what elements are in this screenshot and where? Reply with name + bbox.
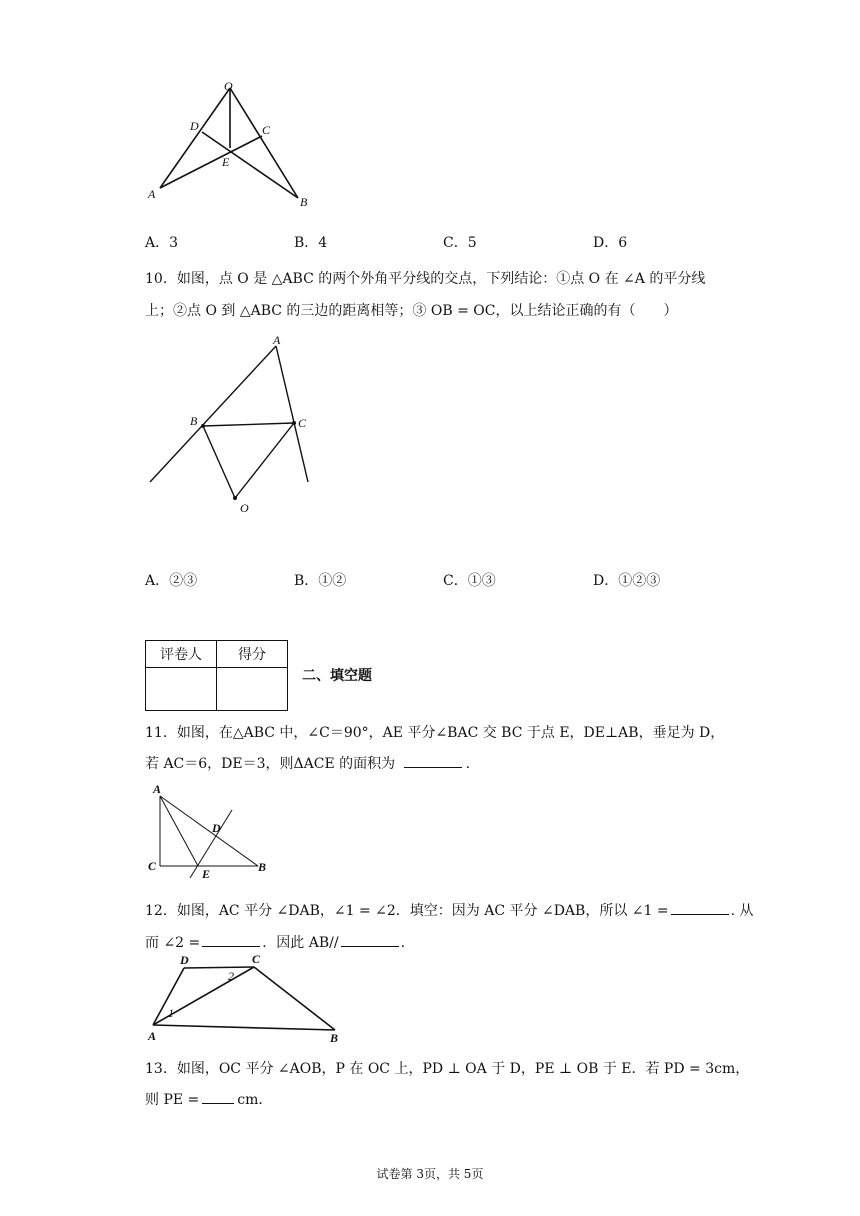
q11-label-e: E xyxy=(202,867,211,881)
q13-line2 xyxy=(145,1089,272,1109)
score-table xyxy=(145,640,288,711)
q12-label-d: D xyxy=(180,953,189,967)
q10-option-a xyxy=(145,570,197,590)
q9-option-a-value: 3 xyxy=(169,235,179,251)
q9-option-d-value: 6 xyxy=(618,235,628,251)
q10-option-a-letter: A． xyxy=(145,573,170,589)
q9-label-o: O xyxy=(224,79,233,93)
q9-label-e: E xyxy=(222,155,230,169)
q10-option-b-value: ①② xyxy=(318,573,347,589)
q9-label-b: B xyxy=(300,195,308,209)
q10-option-c-letter: C． xyxy=(443,573,468,589)
q11-line2 xyxy=(145,753,470,773)
score-table-header-grader: 评卷人 xyxy=(146,641,217,668)
q10-line1: 10．如图，点 O 是 △ABC 的两个外角平分线的交点，下列结论：①点 O 在 ∠A 的平分线 xyxy=(145,271,706,287)
q11-line2-text: 若 AC＝6，DE＝3，则ΔACE 的面积为 xyxy=(145,756,396,772)
q10-figure xyxy=(140,330,340,520)
q9-label-c: C xyxy=(262,123,271,137)
q10-option-b xyxy=(294,570,346,590)
q11-label-b: B xyxy=(258,860,267,874)
q12-line1-text: 12．如图，AC 平分 ∠DAB，∠1 = ∠2．填空：因为 AC 平分 ∠DAB，所以 ∠1 = xyxy=(145,903,669,919)
q10-line2: 上；②点 O 到 △ABC 的三边的距离相等；③ OB = OC，以上结论正确的有（ ） xyxy=(145,303,678,319)
q10-option-a-value: ②③ xyxy=(169,573,198,589)
q9-option-c xyxy=(443,232,477,252)
q13-answer-blank xyxy=(202,1089,234,1104)
q9-option-b-value: 4 xyxy=(318,235,328,251)
q13-line1: 13．如图，OC 平分 ∠AOB，P 在 OC 上，PD ⊥ OA 于 D，PE ⊥ OB 于 E．若 PD = 3cm， xyxy=(145,1061,750,1077)
q12-label-c: C xyxy=(252,952,261,966)
score-table-header-score: 得分 xyxy=(217,641,288,668)
q10-label-a: A xyxy=(273,333,281,347)
q10-option-c-value: ①③ xyxy=(467,573,496,589)
q9-label-d: D xyxy=(190,119,199,133)
q9-label-a: A xyxy=(148,187,156,201)
q11-answer-blank xyxy=(404,753,462,768)
q9-option-a-letter: A． xyxy=(145,235,170,251)
q10-option-d-letter: D． xyxy=(593,573,619,589)
q12-line2-end: . xyxy=(400,935,406,951)
q9-option-b xyxy=(294,232,327,252)
q9-option-c-letter: C． xyxy=(443,235,468,251)
q11-line2-end: . xyxy=(465,756,471,772)
q11-label-c: C xyxy=(148,859,157,873)
q10-option-b-letter: B． xyxy=(294,573,319,589)
q12-blank-3 xyxy=(341,932,399,947)
q12-line2 xyxy=(145,932,405,952)
q12-label-angle-1: 1 xyxy=(168,1006,174,1020)
q12-line1-end: . 从 xyxy=(730,903,754,919)
q10-label-c: C xyxy=(298,416,307,430)
q12-label-a: A xyxy=(148,1029,157,1043)
q11-figure xyxy=(140,782,280,882)
q12-label-b: B xyxy=(330,1031,339,1045)
q12-line1 xyxy=(145,900,754,920)
q9-figure xyxy=(140,78,330,218)
q11-label-d: D xyxy=(212,821,221,835)
q13-line2-text: 则 PE = xyxy=(145,1092,200,1108)
q9-option-c-value: 5 xyxy=(467,235,477,251)
q9-option-a xyxy=(145,232,178,252)
score-table-score-cell xyxy=(217,668,288,711)
section-title: 二、填空题 xyxy=(302,668,372,684)
q9-option-b-letter: B． xyxy=(294,235,319,251)
q11-label-a: A xyxy=(153,782,162,796)
q10-option-c xyxy=(443,570,496,590)
q10-option-d xyxy=(593,570,660,590)
q10-label-o: O xyxy=(240,501,249,515)
q12-figure xyxy=(140,950,360,1045)
q10-label-b: B xyxy=(190,414,198,428)
q12-line2-text: 而 ∠2 = xyxy=(145,935,201,951)
q12-label-angle-2: 2 xyxy=(228,969,234,983)
q10-option-d-value: ①②③ xyxy=(618,573,661,589)
q11-line1: 11．如图，在△ABC 中，∠C＝90°，AE 平分∠BAC 交 BC 于点 E，DE⊥AB，垂足为 D， xyxy=(145,725,725,741)
q12-line2-mid: ．因此 AB// xyxy=(262,935,339,951)
q13-line2-end: cm． xyxy=(237,1092,273,1108)
q12-blank-2 xyxy=(202,932,260,947)
q12-blank-1 xyxy=(671,900,729,915)
q9-option-d xyxy=(593,232,627,252)
score-table-grader-cell xyxy=(146,668,217,711)
page-footer: 试卷第 3页，共 5页 xyxy=(376,1167,484,1181)
q9-option-d-letter: D． xyxy=(593,235,619,251)
